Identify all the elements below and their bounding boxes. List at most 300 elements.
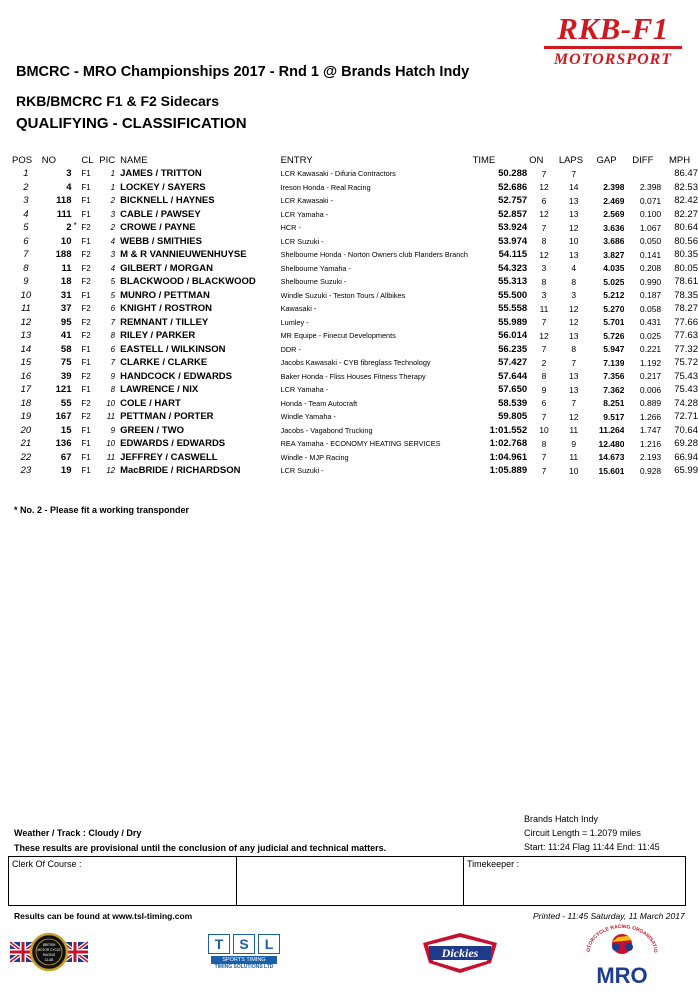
mph-cell: 80.05 [674,262,698,274]
mro-arc-text: OTORCYCLE RACING ORGANISATIO [585,923,659,953]
provisional-notice: These results are provisional until the conclusion of any judicial and technical matters. [14,843,387,853]
time-cell: 52.686 [498,181,528,193]
name-cell: JAMES / TRITTON [120,168,202,180]
no-cell: 136 [55,438,72,450]
name-cell: BICKNELL / HAYNES [120,195,215,207]
name-cell: GILBERT / MORGAN [120,262,213,274]
weather-track: Weather / Track : Cloudy / Dry [14,828,142,838]
col-name: NAME [120,154,148,166]
pic-cell: 4 [110,236,116,246]
entry-cell: Jacobs - Vagabond Trucking [280,425,373,435]
class-cell: F1 [81,452,91,462]
mph-cell: 69.28 [674,438,698,450]
col-pos: POS [12,154,33,166]
mph-cell: 82.27 [674,208,698,220]
col-diff: DIFF [632,154,654,166]
logo-line1: RKB-F1 [557,11,669,46]
name-cell: REMNANT / TILLEY [120,316,209,328]
no-cell: 15 [60,424,72,436]
mph-cell: 86.47 [674,168,698,180]
no-cell: 111 [56,208,72,220]
laps-cell: 11 [569,425,579,436]
entry-cell: DDR - [280,344,301,354]
tsl-letters [207,934,281,954]
entry-cell: Baker Honda - Fliss Houses Fitness Therapy [280,371,426,381]
no-cell: 95 [60,316,72,328]
entry-cell: LCR Yamaha - [280,385,329,395]
on-cell: 8 [541,276,547,287]
class-cell: F2 [81,331,91,341]
clerk-label: Clerk Of Course : [12,859,82,869]
mph-cell: 78.27 [674,303,698,315]
table-row [10,221,698,235]
class-cell: F2 [81,398,91,408]
no-cell: 75 [60,357,72,369]
time-cell: 55.989 [498,316,528,328]
table-row [10,383,698,397]
pos-cell: 20 [20,424,32,436]
on-cell: 3 [541,290,547,301]
pic-cell: 2 [110,196,116,206]
on-cell: 12 [539,182,549,193]
class-cell: F2 [81,317,91,327]
pos-cell: 7 [23,249,29,261]
star-cell [74,235,82,249]
time-cell: 1:05.889 [489,465,528,477]
laps-cell: 8 [571,276,577,287]
tsl-logo [207,934,281,980]
pic-cell: 8 [110,385,116,395]
gap-cell: 14.673 [598,452,625,463]
diff-cell: 0.431 [639,317,662,328]
pic-cell: 6 [110,344,116,354]
mph-cell: 75.72 [674,357,698,369]
pos-cell: 21 [20,438,32,450]
col-laps: LAPS [558,154,584,166]
time-cell: 1:04.961 [489,451,528,463]
class-cell: F2 [81,277,91,287]
event-title: BMCRC - MRO Championships 2017 - Rnd 1 @ Brands Hatch Indy [16,64,470,80]
gap-cell [589,167,625,181]
pic-cell: 7 [110,317,116,327]
time-cell: 52.757 [498,195,528,207]
entry-cell: Windle Yamaha - [280,412,336,422]
laps-cell: 8 [571,344,577,355]
gap-cell: 5.212 [603,290,625,301]
diff-cell: 1.067 [639,222,662,233]
star-cell [74,424,82,438]
mro-emblem-icon [582,922,662,956]
entry-cell: Kawasaki - [280,304,317,314]
no-cell: 55 [60,397,72,409]
name-cell: JEFFREY / CASWELL [120,451,218,463]
diff-cell [624,167,661,181]
on-cell: 3 [541,263,547,274]
laps-cell: 13 [569,195,579,206]
entry-cell: Windle Suzuki - Teston Tours / Allbikes [280,290,406,300]
time-cell: 50.288 [498,168,528,180]
table-row [10,316,698,330]
tsl-letter-s: S [233,934,255,954]
results-url: Results can be found at www.tsl-timing.com [14,911,193,921]
entry-cell: HCR - [280,223,301,233]
name-cell: CROWE / PAYNE [120,222,196,234]
time-cell: 1:01.552 [489,424,528,436]
tsl-band: SPORTS TIMING [211,956,277,964]
entry-cell: REA Yamaha - ECONOMY HEATING SERVICES [280,439,441,449]
time-cell: 59.805 [498,411,528,423]
star-cell [74,181,82,195]
entry-cell: LCR Suzuki - [280,466,324,476]
table-row [10,248,698,262]
pic-cell: 1 [110,182,116,192]
name-cell: RILEY / PARKER [120,330,196,342]
pic-cell: 8 [110,331,116,341]
time-cell: 56.014 [498,330,528,342]
pos-cell: 5 [23,222,29,234]
gap-cell: 3.686 [603,236,625,247]
laps-cell: 13 [569,249,579,260]
col-no: NO [41,154,57,166]
diff-cell: 1.216 [639,438,662,449]
tsl-sub: TIMING SOLUTIONS LTD [214,964,274,970]
pic-cell: 6 [110,304,116,314]
logo-divider [544,46,682,49]
laps-cell: 13 [569,209,579,220]
name-cell: BLACKWOOD / BLACKWOOD [120,276,256,288]
name-cell: EASTELL / WILKINSON [120,343,226,355]
laps-cell: 9 [571,438,577,449]
mph-cell: 74.28 [674,397,698,409]
diff-cell: 0.025 [639,330,662,341]
entry-cell: Windle - MJP Racing [280,452,349,462]
star-cell [74,167,82,181]
pos-cell: 18 [20,397,32,409]
pic-cell: 3 [110,250,116,260]
time-cell: 58.539 [498,397,528,409]
entry-cell: LCR Kawasaki - [280,196,333,206]
col-entry: ENTRY [280,154,313,166]
laps-cell: 7 [571,398,577,409]
time-cell: 57.427 [498,357,528,369]
table-row [10,464,698,478]
gap-cell: 8.251 [603,398,625,409]
laps-cell: 12 [569,411,579,422]
transponder-note: * No. 2 - Please fit a working transponder [14,505,190,515]
table-row [10,208,698,222]
diff-cell: 0.187 [639,290,662,301]
table-row [10,302,698,316]
table-row [10,410,698,424]
laps-cell: 7 [571,357,577,368]
bmcrc-text-2: MOTOR CYCLE [37,948,61,952]
pic-cell: 10 [106,398,116,408]
mph-cell: 78.61 [674,276,698,288]
pos-cell: 2 [23,181,29,193]
mph-cell: 77.66 [674,316,698,328]
diff-cell: 0.990 [639,276,662,287]
no-cell: 39 [60,370,72,382]
name-cell: MacBRIDE / RICHARDSON [120,465,241,477]
clerk-cell [9,857,237,905]
diff-cell: 1.266 [639,411,662,422]
gap-cell: 5.726 [603,330,625,341]
on-cell: 7 [541,344,547,355]
mph-cell: 80.56 [674,235,698,247]
gap-cell: 2.569 [603,209,625,220]
gap-cell: 7.356 [603,371,625,382]
pic-cell: 7 [110,358,116,368]
col-cl: CL [81,154,94,166]
table-row [10,343,698,357]
pic-cell: 12 [106,466,116,476]
diff-cell: 0.006 [639,384,662,395]
class-cell: F1 [81,358,91,368]
bmcrc-text-4: CLUB [44,958,54,962]
class-cell: F1 [81,182,91,192]
circuit-length: Circuit Length = 1.2079 miles [524,828,641,838]
on-cell: 8 [541,371,547,382]
class-cell: F2 [81,371,91,381]
name-cell: COLE / HART [120,397,181,409]
table-row [10,194,698,208]
mro-text: MRO [596,963,648,988]
gap-cell: 3.827 [603,249,625,260]
star-cell [74,329,82,343]
pos-cell: 12 [20,316,32,328]
diff-cell: 0.889 [639,398,662,409]
pos-cell: 22 [20,451,32,463]
entry-cell: Shelbourne Honda - Norton Owners club Flanders Branch [280,250,468,260]
mph-cell: 80.64 [674,222,698,234]
table-row [10,329,698,343]
gap-cell: 5.270 [603,303,625,314]
star-cell [74,194,82,208]
on-cell: 9 [541,384,547,395]
gap-cell: 7.139 [603,357,625,368]
pic-cell: 10 [106,439,116,449]
circuit-info [524,812,660,854]
name-cell: LOCKEY / SAYERS [120,181,206,193]
entry-cell: Honda - Team Autocraft [280,398,358,408]
on-cell: 7 [541,317,547,328]
mph-cell: 66.94 [674,451,698,463]
on-cell: 2 [541,357,547,368]
printed-timestamp: Printed - 11:45 Saturday, 11 March 2017 [533,911,685,921]
name-cell: PETTMAN / PORTER [120,411,214,423]
pos-cell: 13 [20,330,32,342]
gap-cell: 9.517 [603,411,625,422]
no-cell: 37 [60,303,72,315]
laps-cell: 7 [571,168,577,179]
class-cell: F1 [81,344,91,354]
on-cell: 7 [541,465,547,476]
table-row [10,235,698,249]
table-row [10,289,698,303]
diff-cell: 1.747 [639,425,662,436]
gap-cell: 2.398 [603,182,625,193]
table-row [10,424,698,438]
class-cell: F1 [81,466,91,476]
diff-cell: 2.398 [639,182,662,193]
tsl-letter-l: L [258,934,280,954]
col-time: TIME [472,154,496,166]
class-cell: F1 [81,425,91,435]
timekeeper-label: Timekeeper : [467,859,520,869]
entry-cell: LCR Kawasaki - Difuria Contractors [280,169,396,179]
table-row [10,167,698,181]
gap-cell: 7.362 [603,384,625,395]
on-cell: 7 [541,168,547,179]
name-cell: KNIGHT / ROSTRON [120,303,212,315]
name-cell: WEBB / SMITHIES [120,235,202,247]
gap-cell: 11.264 [598,425,625,436]
diff-cell: 0.071 [639,195,662,206]
no-cell: 67 [60,451,72,463]
gap-cell: 15.601 [598,465,625,476]
star-cell [74,397,82,411]
no-cell: 3 [66,168,72,180]
diff-cell: 0.058 [639,303,662,314]
laps-cell: 3 [571,290,577,301]
entry-cell: Ireson Honda - Real Racing [280,182,371,192]
diff-cell: 0.217 [639,371,662,382]
on-cell: 8 [541,438,547,449]
time-cell: 54.115 [498,249,528,261]
pos-cell: 15 [20,357,32,369]
mph-cell: 82.42 [674,195,698,207]
header-row [10,153,698,167]
dickies-text: Dickies [441,946,479,960]
col-mph: MPH [669,154,691,166]
entry-cell: LCR Yamaha - [280,209,329,219]
pic-cell: 9 [110,425,116,435]
no-cell: 118 [56,195,72,207]
pos-cell: 16 [20,370,32,382]
no-cell: 121 [55,384,72,396]
tsl-letter-t: T [208,934,230,954]
time-cell: 1:02.768 [489,438,528,450]
time-cell: 57.644 [498,370,528,382]
table-row [10,437,698,451]
mph-cell: 75.43 [674,384,698,396]
on-cell: 10 [539,425,549,436]
class-cell: F1 [81,169,91,179]
time-cell: 55.558 [498,303,528,315]
on-cell: 8 [541,236,547,247]
class-title: RKB/BMCRC F1 & F2 Sidecars [16,93,220,109]
star-cell [74,464,82,478]
laps-cell: 10 [569,465,579,476]
mph-cell: 78.35 [674,289,698,301]
mph-cell: 72.71 [674,411,698,423]
no-cell: 10 [60,235,72,247]
star-cell [74,248,82,262]
timekeeper-cell [464,857,687,905]
star-cell [74,370,82,384]
time-cell: 55.313 [498,276,528,288]
gap-cell: 4.035 [603,263,625,274]
no-cell: 18 [60,276,72,288]
pos-cell: 6 [23,235,29,247]
laps-cell: 13 [569,371,579,382]
class-cell: F2 [81,304,91,314]
mph-cell: 75.43 [674,370,698,382]
col-on: ON [529,154,544,166]
on-cell: 12 [539,249,549,260]
gap-cell: 5.025 [603,276,625,287]
entry-cell: LCR Suzuki - [280,236,324,246]
class-cell: F1 [81,209,91,219]
entry-cell: Shelbourne Yamaha - [280,263,351,273]
pos-cell: 8 [23,262,29,274]
pos-cell: 23 [20,465,32,477]
no-cell: 2 [66,222,72,234]
diff-cell: 1.192 [639,357,662,368]
pos-cell: 19 [20,411,32,423]
time-cell: 52.857 [498,208,528,220]
laps-cell: 13 [569,384,579,395]
table-row [10,370,698,384]
pic-cell: 4 [110,263,116,273]
class-cell: F2 [81,263,91,273]
star-cell [74,275,82,289]
star-cell [74,302,82,316]
class-cell: F2 [81,412,91,422]
star-cell [74,356,82,370]
on-cell: 7 [541,222,547,233]
name-cell: MUNRO / PETTMAN [120,289,210,301]
pic-cell: 11 [106,412,116,422]
star-cell [74,410,82,424]
pic-cell: 5 [110,277,116,287]
time-cell: 54.323 [498,262,528,274]
bmcrc-text-3: RACING [42,953,56,957]
entry-cell: MR Equipe - Finecut Developments [280,331,396,341]
entry-cell: Jacobs Kawasaki - CYB fibreglass Technology [280,358,431,368]
mro-logo [582,922,662,988]
pos-cell: 14 [20,343,32,355]
entry-cell: Lumley - [280,317,309,327]
class-cell: F2 [81,223,91,233]
diff-cell: 0.050 [639,236,662,247]
table-row [10,262,698,276]
table-row [10,397,698,411]
star-cell [74,316,82,330]
class-cell: F1 [81,196,91,206]
diff-cell: 0.928 [639,465,662,476]
on-cell: 12 [539,209,549,220]
time-cell: 56.235 [498,343,528,355]
table-row [10,275,698,289]
laps-cell: 14 [569,182,579,193]
pos-cell: 9 [23,276,29,288]
pos-cell: 1 [23,168,29,180]
laps-cell: 11 [569,452,579,463]
on-cell: 7 [541,411,547,422]
pic-cell: 3 [110,209,116,219]
on-cell: 6 [541,195,547,206]
mph-cell: 77.32 [674,343,698,355]
mph-cell: 80.35 [674,249,698,261]
pos-cell: 4 [23,208,29,220]
gap-cell: 2.469 [603,195,625,206]
col-gap: GAP [596,154,617,166]
bmcrc-logo [10,928,88,976]
pic-cell: 11 [106,452,116,462]
no-cell: 188 [55,249,72,261]
name-cell: EDWARDS / EDWARDS [120,438,226,450]
